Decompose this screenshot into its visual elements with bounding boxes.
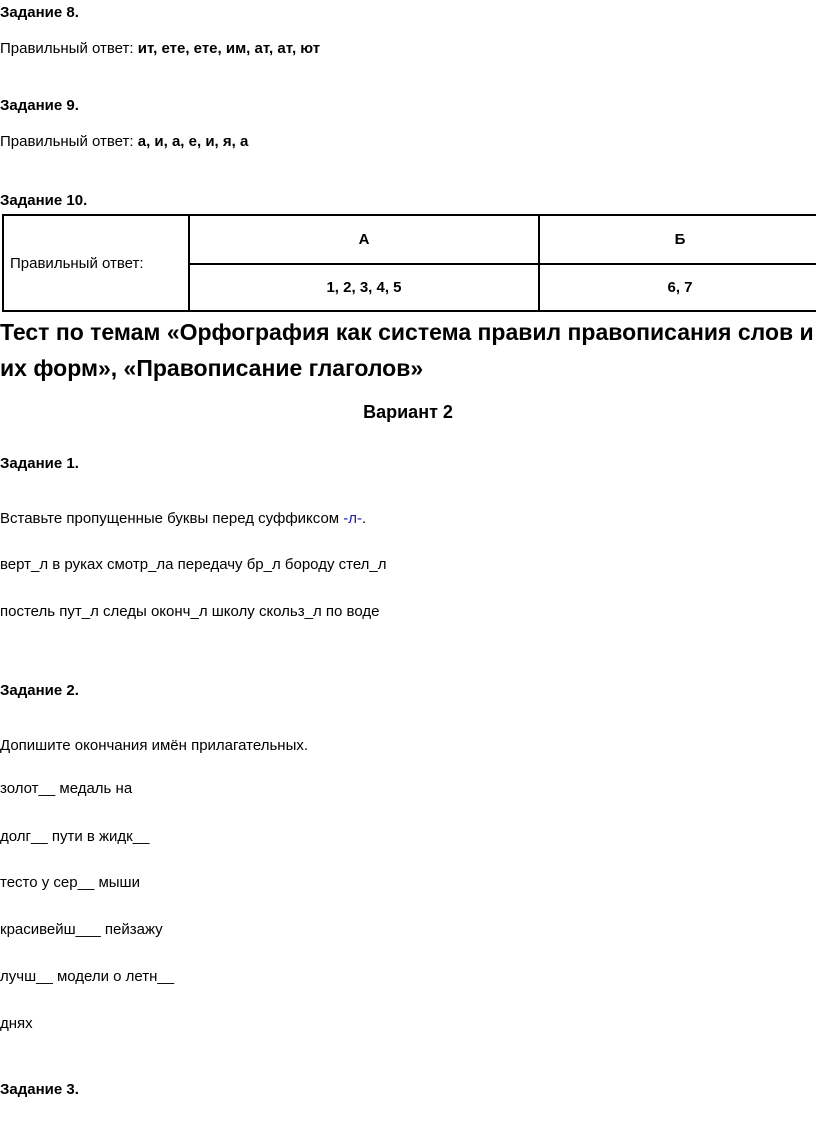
t1-suffix: -л- [343, 510, 363, 527]
t2-heading: Задание 2. [0, 682, 79, 699]
task9-answer-value: а, и, а, е, и, я, а [137, 133, 249, 150]
task10-heading: Задание 10. [0, 192, 88, 209]
task8-answer-value: ит, ете, ете, им, ат, ат, ют [137, 40, 321, 57]
test-title-line2: их форм», «Правописание глаголов» [0, 355, 424, 381]
t1-line2: постель пут_л следы оконч_л школу скольз_л по воде [0, 603, 380, 620]
answer-table-val-b: 6, 7 [539, 264, 816, 311]
task9-answer [0, 133, 248, 150]
t1-instruction [0, 510, 366, 527]
task8-answer-label: Правильный ответ: [0, 40, 138, 57]
t1-instruction-end: . [362, 510, 367, 527]
answer-table-col-a: А [189, 215, 539, 264]
task9-heading: Задание 9. [0, 97, 79, 114]
t2-item: лучш__ модели о летн__ [0, 968, 175, 985]
t2-item: днях [0, 1015, 33, 1032]
t1-line1: верт_л в руках смотр_ла передачу бр_л бороду стел_л [0, 556, 387, 573]
t2-item: красивейш___ пейзажу [0, 921, 163, 938]
variant-heading: Вариант 2 [363, 402, 453, 422]
answer-table-label: Правильный ответ: [3, 215, 189, 311]
test-title-line1: Тест по темам «Орфография как система правил правописания слов и [0, 319, 814, 345]
t2-item: долг__ пути в жидк__ [0, 828, 150, 845]
task9-answer-label: Правильный ответ: [0, 133, 138, 150]
answer-table-col-b: Б [539, 215, 816, 264]
answer-table [2, 214, 816, 312]
t3-heading: Задание 3. [0, 1081, 79, 1098]
task8-answer [0, 40, 320, 57]
answer-table-val-a: 1, 2, 3, 4, 5 [189, 264, 539, 311]
t1-instruction-text: Вставьте пропущенные буквы перед суффиксом [0, 510, 344, 527]
task8-heading: Задание 8. [0, 4, 79, 21]
t2-item: тесто у сер__ мыши [0, 874, 140, 891]
t2-instruction: Допишите окончания имён прилагательных. [0, 737, 309, 754]
t1-heading: Задание 1. [0, 455, 79, 472]
t2-item: золот__ медаль на [0, 780, 133, 797]
